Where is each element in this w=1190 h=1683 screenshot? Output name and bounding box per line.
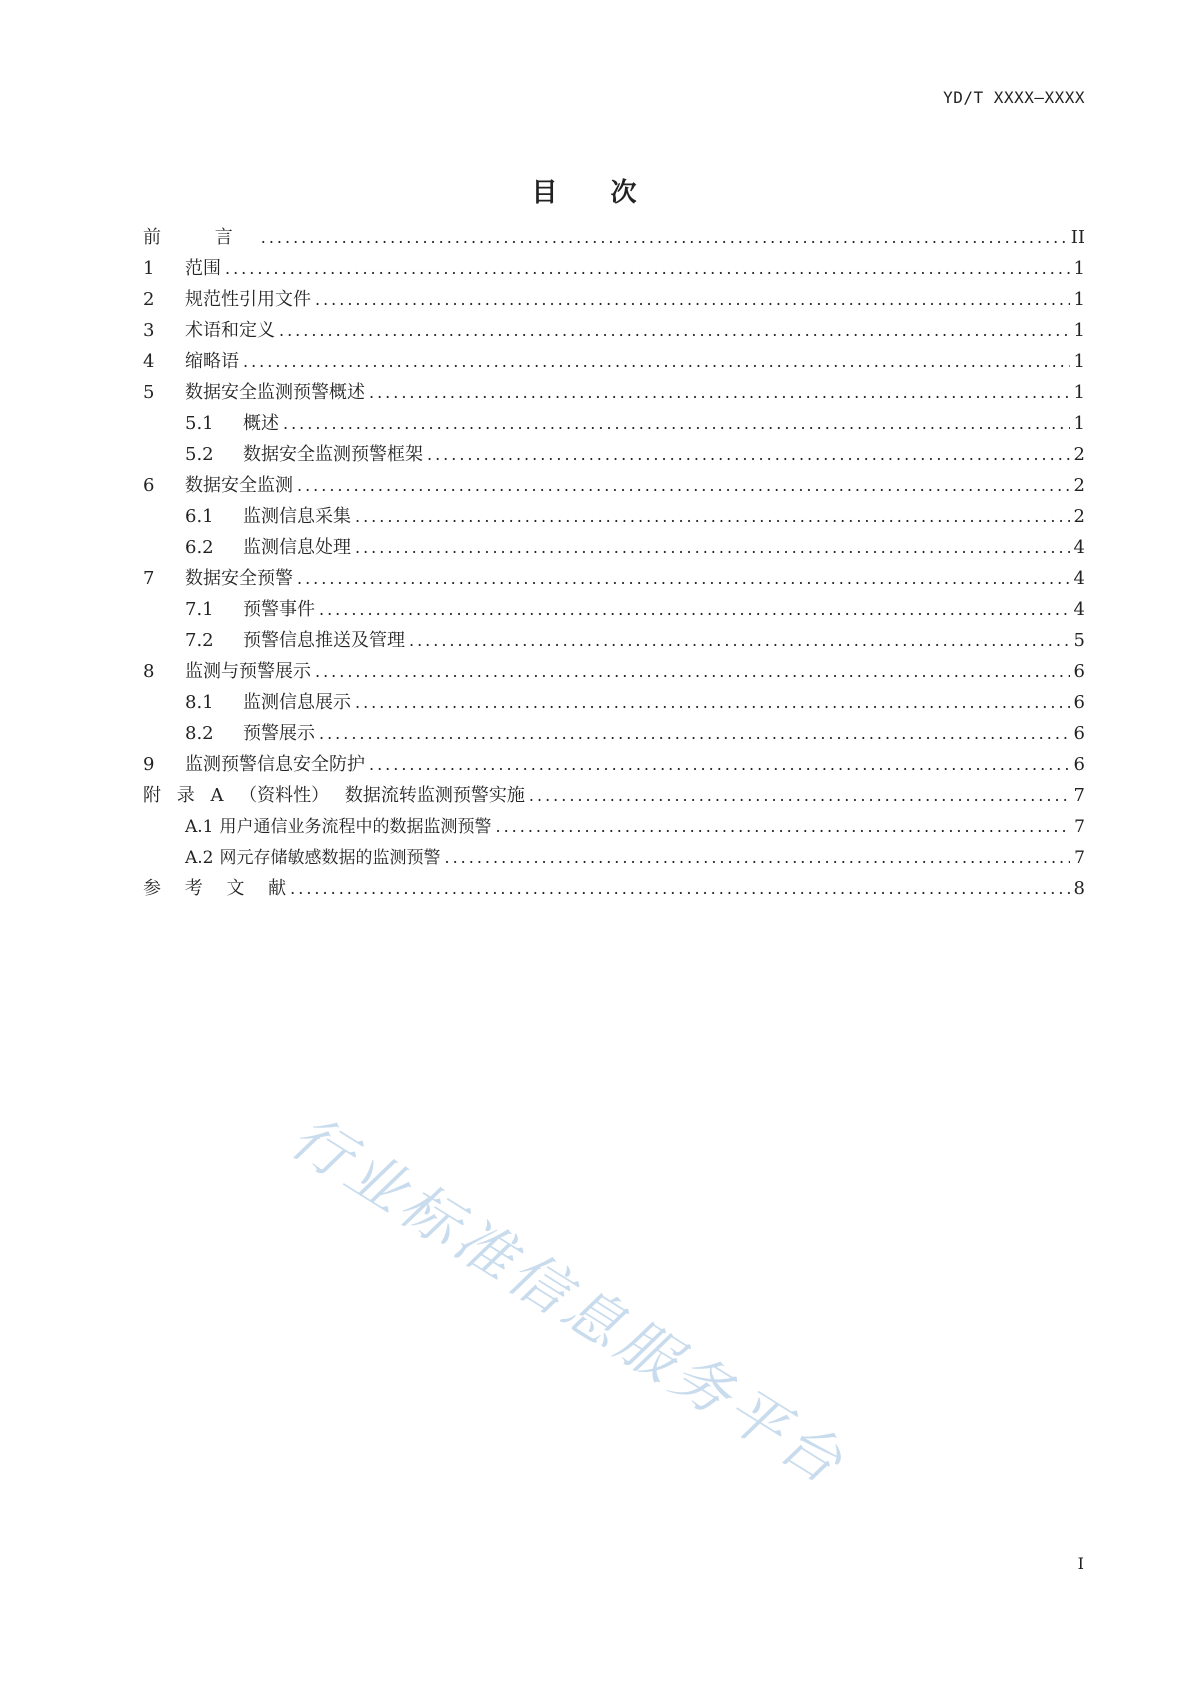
toc-leader — [290, 873, 1069, 904]
toc-number: 6.1 — [185, 506, 214, 527]
toc-entry-5-1[interactable] — [143, 408, 1085, 439]
toc-label: 数据安全监测预警框架 — [243, 444, 423, 465]
page-number: I — [1077, 1554, 1084, 1573]
toc-page: 1 — [1073, 382, 1085, 403]
toc-entry-6-2[interactable] — [143, 532, 1085, 563]
toc-leader — [297, 563, 1070, 594]
toc-entry-4[interactable] — [143, 346, 1085, 377]
toc-entry-6[interactable] — [143, 470, 1085, 501]
toc-leader — [355, 532, 1070, 563]
toc-entry-9[interactable] — [143, 749, 1085, 780]
toc-page: 6 — [1073, 754, 1085, 775]
toc-entry-3[interactable] — [143, 315, 1085, 346]
toc-label: 参 考 文 献 — [143, 878, 287, 899]
toc-label: 范围 — [185, 258, 221, 279]
toc-number: 8 — [143, 661, 155, 682]
toc-label: 监测信息处理 — [243, 537, 351, 558]
toc-leader — [315, 656, 1070, 687]
toc-page: 7 — [1073, 785, 1085, 806]
toc-leader — [496, 811, 1071, 842]
toc-label: 附 录 A （资料性） 数据流转监测预警实施 — [143, 785, 525, 806]
toc-page: 4 — [1073, 537, 1085, 558]
toc-label: 监测信息展示 — [243, 692, 351, 713]
toc-leader — [319, 718, 1070, 749]
toc-leader — [369, 377, 1070, 408]
toc-number: 5.1 — [185, 413, 214, 434]
toc-number: 8.1 — [185, 692, 214, 713]
toc-page: 4 — [1073, 568, 1085, 589]
toc-label: 网元存储敏感数据的监测预警 — [219, 848, 441, 868]
toc-leader — [427, 439, 1070, 470]
toc-entry-7-1[interactable] — [143, 594, 1085, 625]
toc-page: 5 — [1073, 630, 1085, 651]
watermark: 行业标准信息服务平台 — [279, 1102, 859, 1500]
toc-leader — [319, 594, 1070, 625]
toc-leader — [243, 346, 1070, 377]
toc-page: 7 — [1074, 848, 1085, 868]
toc-entry-8-2[interactable] — [143, 718, 1085, 749]
toc-label: 术语和定义 — [185, 320, 275, 341]
toc-page: 1 — [1073, 320, 1085, 341]
toc-number: 3 — [143, 320, 155, 341]
toc-title: 目 次 — [531, 178, 659, 208]
toc-entry-8[interactable] — [143, 656, 1085, 687]
toc-leader — [445, 842, 1071, 873]
toc-page: 2 — [1073, 444, 1085, 465]
toc-leader — [355, 501, 1070, 532]
toc-leader — [409, 625, 1070, 656]
toc-page: 4 — [1073, 599, 1085, 620]
toc-page: 1 — [1073, 413, 1085, 434]
toc-number: 9 — [143, 754, 155, 775]
doc-code-header: YD/T XXXX—XXXX — [943, 88, 1085, 107]
toc-entry-foreword[interactable] — [143, 222, 1085, 253]
toc-number: 7.1 — [185, 599, 214, 620]
toc-leader — [279, 315, 1070, 346]
toc-label: 监测与预警展示 — [185, 661, 311, 682]
toc-number: 7.2 — [185, 630, 214, 651]
toc-number: 6 — [143, 475, 155, 496]
toc-entry-6-1[interactable] — [143, 501, 1085, 532]
toc-entry-references[interactable] — [143, 873, 1085, 904]
toc-number: 2 — [143, 289, 155, 310]
toc-page: 2 — [1073, 475, 1085, 496]
toc-page: 1 — [1073, 351, 1085, 372]
toc-number: 5.2 — [185, 444, 214, 465]
toc-number: A.1 — [185, 817, 214, 837]
toc-leader — [355, 687, 1070, 718]
toc-entry-7[interactable] — [143, 563, 1085, 594]
toc-number: 1 — [143, 258, 155, 279]
toc-label: 预警事件 — [243, 599, 315, 620]
toc-leader — [369, 749, 1070, 780]
toc-leader — [529, 780, 1070, 811]
toc-label: 监测信息采集 — [243, 506, 351, 527]
toc-entry-8-1[interactable] — [143, 687, 1085, 718]
toc-number: 6.2 — [185, 537, 214, 558]
toc-entry-5[interactable] — [143, 377, 1085, 408]
toc-label: 用户通信业务流程中的数据监测预警 — [219, 817, 492, 837]
toc-entry-appendix-a[interactable] — [143, 780, 1085, 811]
toc-entry-a-2[interactable] — [143, 842, 1085, 873]
toc-label: 规范性引用文件 — [185, 289, 311, 310]
toc-entry-a-1[interactable] — [143, 811, 1085, 842]
toc-leader — [297, 470, 1070, 501]
toc-page: 2 — [1073, 506, 1085, 527]
toc-entry-2[interactable] — [143, 284, 1085, 315]
toc-entry-5-2[interactable] — [143, 439, 1085, 470]
toc-number: 8.2 — [185, 723, 214, 744]
toc-number: 5 — [143, 382, 155, 403]
toc-number: 4 — [143, 351, 155, 372]
toc-leader — [225, 253, 1070, 284]
toc-page: 6 — [1073, 723, 1085, 744]
toc-list — [143, 222, 1085, 904]
toc-leader — [283, 408, 1070, 439]
toc-number: A.2 — [185, 848, 214, 868]
toc-label: 缩略语 — [185, 351, 239, 372]
toc-label: 监测预警信息安全防护 — [185, 754, 365, 775]
toc-page: 1 — [1073, 258, 1085, 279]
toc-entry-7-2[interactable] — [143, 625, 1085, 656]
toc-page: II — [1070, 227, 1085, 248]
toc-leader — [261, 222, 1067, 253]
toc-label: 预警信息推送及管理 — [243, 630, 405, 651]
toc-page: 6 — [1073, 692, 1085, 713]
toc-page: 7 — [1074, 817, 1085, 837]
toc-entry-1[interactable] — [143, 253, 1085, 284]
toc-page: 6 — [1073, 661, 1085, 682]
toc-number: 7 — [143, 568, 155, 589]
toc-page: 8 — [1073, 878, 1085, 899]
toc-leader — [315, 284, 1070, 315]
toc-label: 概述 — [243, 413, 279, 434]
toc-label: 数据安全监测预警概述 — [185, 382, 365, 403]
toc-label: 数据安全预警 — [185, 568, 293, 589]
toc-label: 预警展示 — [243, 723, 315, 744]
toc-label: 数据安全监测 — [185, 475, 293, 496]
toc-label: 前 言 — [143, 227, 257, 248]
toc-page: 1 — [1073, 289, 1085, 310]
